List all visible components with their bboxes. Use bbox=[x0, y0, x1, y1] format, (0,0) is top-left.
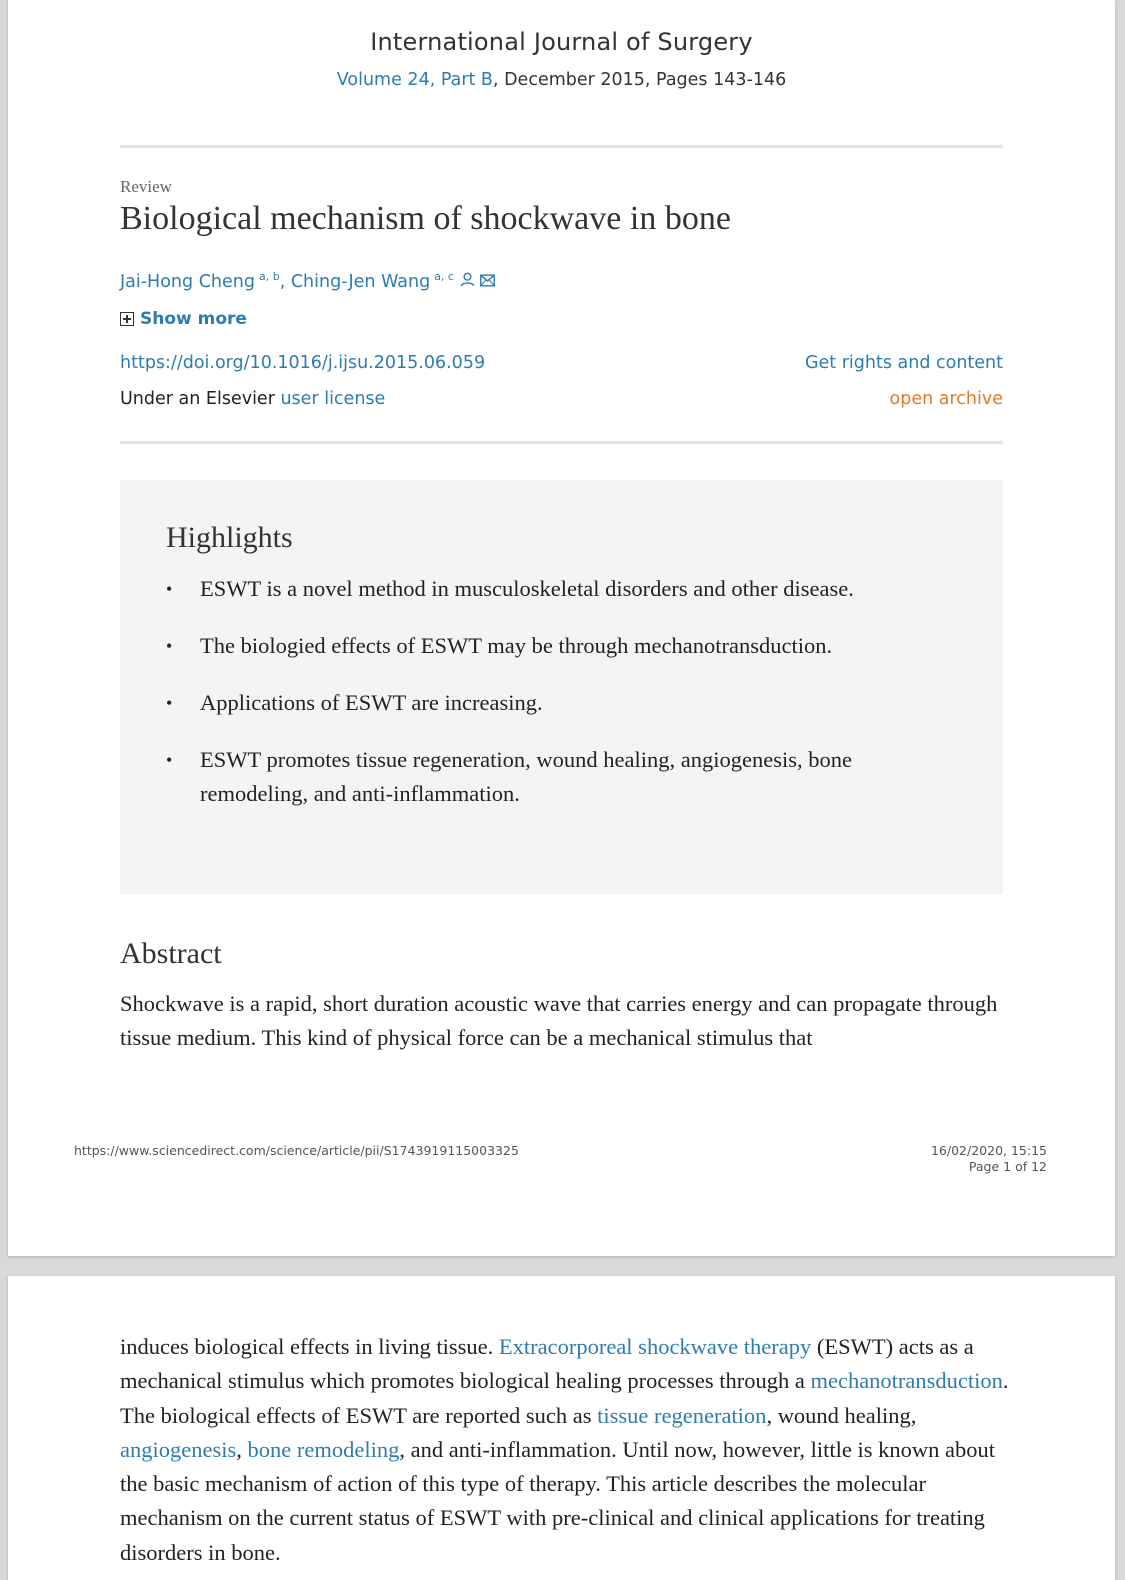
abstract-text-run: , wound healing, bbox=[766, 1402, 917, 1428]
plus-box-icon bbox=[120, 312, 134, 326]
envelope-icon[interactable] bbox=[480, 274, 495, 287]
abstract-text-run: , bbox=[236, 1436, 248, 1462]
list-item bbox=[166, 572, 956, 606]
abstract-heading: Abstract bbox=[120, 937, 222, 970]
open-archive-badge[interactable]: open archive bbox=[889, 389, 1003, 409]
highlights-heading: Highlights bbox=[166, 521, 293, 554]
highlight-text: ESWT promotes tissue regeneration, wound healing, angiogenesis, bone remodeling, and anti-inflammation. bbox=[200, 747, 852, 806]
term-link[interactable]: angiogenesis bbox=[120, 1436, 237, 1462]
term-link[interactable]: tissue regeneration bbox=[597, 1402, 767, 1428]
license-line bbox=[120, 389, 385, 409]
author-separator: , bbox=[279, 272, 291, 292]
divider bbox=[120, 441, 1003, 444]
abstract-text-continued bbox=[120, 1330, 1010, 1570]
term-link[interactable]: mechanotransduction bbox=[810, 1368, 1003, 1394]
highlight-text: The biologied effects of ESWT may be through mechanotransduction. bbox=[200, 633, 833, 658]
bullet: • bbox=[166, 579, 173, 599]
author-list bbox=[120, 270, 495, 292]
volume-link[interactable]: Volume 24, Part B bbox=[336, 70, 493, 90]
list-item bbox=[166, 743, 956, 811]
pdf-page-2 bbox=[8, 1276, 1115, 1580]
footer-meta bbox=[931, 1143, 1047, 1175]
rights-link[interactable]: Get rights and content bbox=[804, 353, 1003, 373]
highlights-box bbox=[120, 480, 1003, 894]
highlight-text: Applications of ESWT are increasing. bbox=[200, 690, 543, 715]
show-more-button[interactable] bbox=[120, 309, 247, 329]
abstract-text-run: , and anti-inflammation. Until now, however, little is known about the basic mechanism of action of this type of therapy. This article describes the molecular mechanism on the current status of ESWT with pre-clinical and clinical applications for treating disorders in bone. bbox=[120, 1436, 995, 1565]
footer-datetime: 16/02/2020, 15:15 bbox=[930, 1143, 1047, 1158]
license-prefix: Under an Elsevier bbox=[120, 389, 281, 409]
author-affiliation[interactable]: a, c bbox=[434, 270, 454, 283]
highlight-text: ESWT is a novel method in musculoskeletal disorders and other disease. bbox=[200, 576, 854, 601]
abstract-text-run: . The biological effects of ESWT are reported such as bbox=[120, 1368, 1009, 1428]
author-name[interactable]: Ching-Jen Wang bbox=[290, 272, 431, 292]
license-link[interactable]: user license bbox=[280, 389, 386, 409]
list-item bbox=[166, 686, 956, 720]
issue-info bbox=[8, 70, 1115, 90]
article-title: Biological mechanism of shockwave in bone bbox=[120, 200, 731, 237]
page-number: Page 1 of 12 bbox=[968, 1159, 1047, 1174]
term-link[interactable]: Extracorporeal shockwave therapy bbox=[498, 1334, 812, 1359]
abstract-text: Shockwave is a rapid, short duration acoustic wave that carries energy and can propagate through tissue medium. This kind of physical force can be a mechanical stimulus that bbox=[120, 991, 998, 1050]
author-name[interactable]: Jai-Hong Cheng bbox=[120, 272, 255, 292]
person-icon[interactable] bbox=[460, 272, 475, 287]
abstract-text-run: induces biological effects in living tissue. bbox=[120, 1334, 499, 1359]
pdf-page-1 bbox=[8, 0, 1115, 1256]
bullet: • bbox=[166, 750, 173, 770]
footer-url: https://www.sciencedirect.com/science/article/pii/S1743919115003325 bbox=[74, 1143, 519, 1158]
term-link[interactable]: bone remodeling bbox=[247, 1436, 400, 1462]
abstract-text-run: (ESWT) acts as a mechanical stimulus which promotes biological healing processes through a bbox=[120, 1334, 974, 1394]
bullet: • bbox=[166, 636, 173, 656]
author-affiliation[interactable]: a, b bbox=[258, 270, 280, 283]
doi-link[interactable]: https://doi.org/10.1016/j.ijsu.2015.06.059 bbox=[120, 353, 486, 373]
journal-title[interactable]: International Journal of Surgery bbox=[370, 28, 753, 56]
bullet: • bbox=[166, 693, 173, 713]
issue-details: , December 2015, Pages 143-146 bbox=[492, 70, 787, 90]
list-item bbox=[166, 629, 956, 663]
divider bbox=[120, 145, 1003, 148]
article-type: Review bbox=[120, 177, 172, 196]
highlights-list bbox=[166, 572, 956, 834]
show-more-label: Show more bbox=[140, 309, 247, 329]
